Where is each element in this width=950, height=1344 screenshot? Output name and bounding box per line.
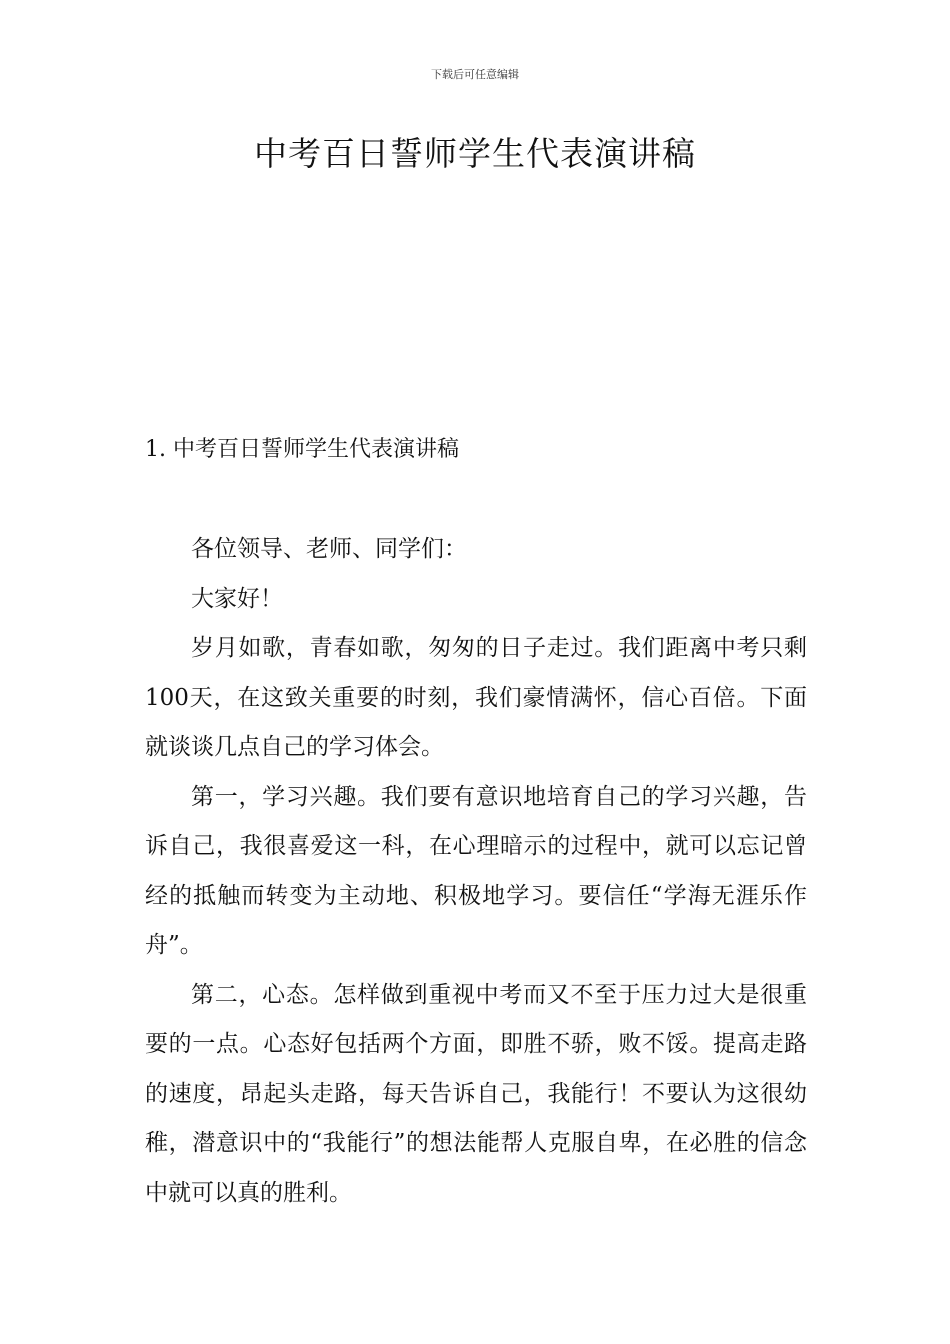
paragraph-intro: 岁月如歌，青春如歌，匆匆的日子走过。我们距离中考只剩100天，在这致关重要的时刻，我们豪情满怀，信心百倍。下面就谈谈几点自己的学习体会。 (145, 635, 807, 760)
paragraph-point-two: 第二，心态。怎样做到重视中考而又不至于压力过大是很重要的一点。心态好包括两个方面，即胜不骄，败不馁。提高走路的速度，昂起头走路，每天告诉自己，我能行！不要认为这很幼稚，潜意识中的“我能行”的想法能帮人克服自卑，在必胜的信念中就可以真的胜利。 (145, 981, 807, 1206)
paragraph-salutation: 各位领导、老师、同学们： (191, 536, 467, 562)
paragraph-greeting: 大家好！ (191, 585, 283, 612)
section-heading: 1. 中考百日誓师学生代表演讲稿 (145, 437, 459, 462)
header-note: 下载后可任意编辑 (431, 68, 519, 81)
document-title: 中考百日誓师学生代表演讲稿 (254, 134, 696, 173)
paragraph-point-one: 第一，学习兴趣。我们要有意识地培育自己的学习兴趣，告诉自己，我很喜爱这一科，在心理暗示的过程中，就可以忘记曾经的抵触而转变为主动地、积极地学习。要信任“学海无涯乐作舟”。 (145, 783, 807, 958)
body-text (145, 525, 807, 1218)
